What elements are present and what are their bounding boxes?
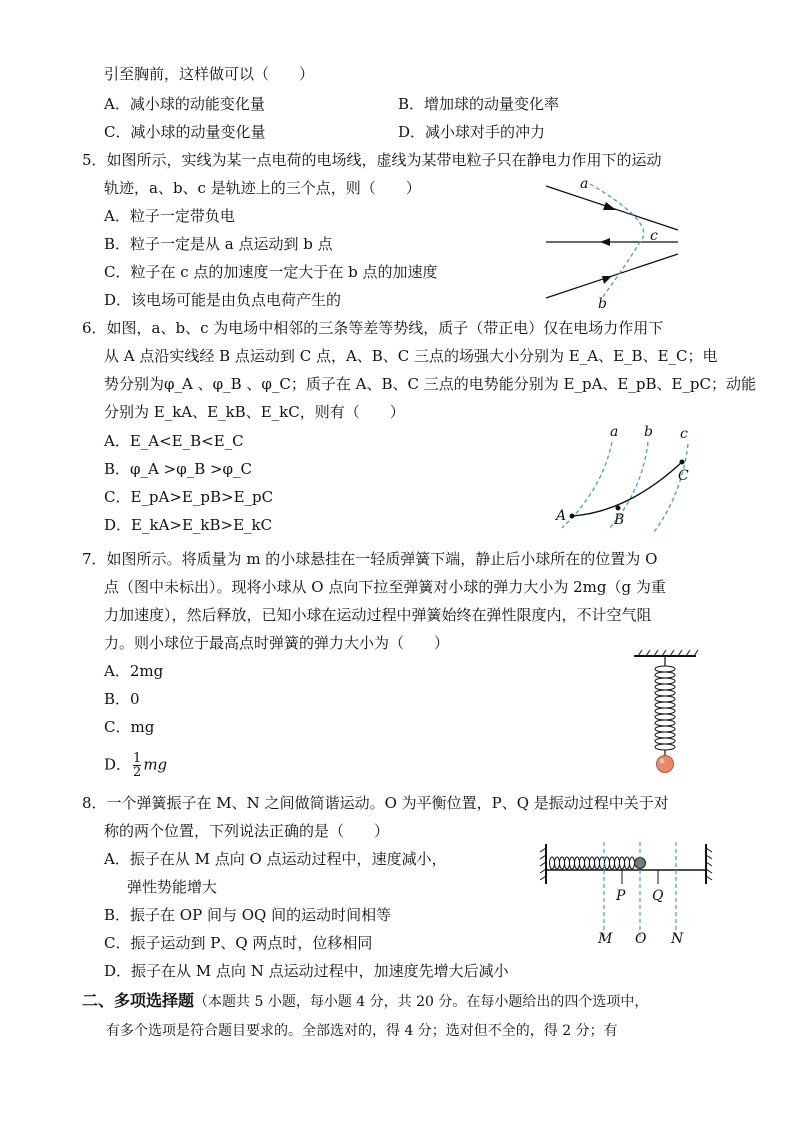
q6-stem-line4: 分别为 E_kA、E_kB、E_kC，则有（ ）: [104, 403, 405, 421]
section2-heading-line1: [82, 991, 648, 1012]
q4-option-b: B．增加球的动量变化率: [398, 95, 560, 113]
q8-label-N: N: [671, 931, 684, 947]
q7-option-d: [104, 752, 167, 779]
q5-option-a: A．粒子一定带负电: [104, 207, 235, 225]
q7-stem-line1: 7．如图所示。将质量为 m 的小球悬挂在一轻质弹簧下端，静止后小球所在的位置为 O: [82, 550, 658, 568]
q4-continuation: 引至胸前，这样做可以（ ）: [104, 65, 315, 83]
q6-stem-line1: 6．如图，a、b、c 为电场中相邻的三条等差等势线，质子（带正电）仅在电场力作用下: [82, 319, 664, 337]
q5-option-b: B．粒子一定是从 a 点运动到 b 点: [104, 235, 333, 253]
q7-fraction-numerator: 1: [133, 751, 142, 766]
section2-note-line1: （本题共 5 小题，每小题 4 分，共 20 分。在每小题给出的四个选项中，: [194, 994, 649, 1010]
q5-label-a: a: [580, 176, 589, 192]
q4-option-a: A．减小球的动能变化量: [104, 95, 265, 113]
q7-option-d-fraction: [133, 752, 141, 779]
q6-label-b: b: [644, 424, 653, 440]
q8-spring-oscillator-figure: [538, 838, 716, 948]
q8-option-d: D．振子在从 M 点向 N 点运动过程中，加速度先增大后减小: [104, 962, 509, 980]
q4-option-c: C．减小球的动量变化量: [104, 123, 266, 141]
q8-stem-line2: 称的两个位置，下列说法正确的是（ ）: [104, 822, 390, 840]
section2-note-line2: 有多个选项是符合题目要求的。全部选对的，得 4 分；选对但不全的，得 2 分；有: [106, 1023, 618, 1039]
q6-label-C: C: [678, 468, 689, 484]
q5-label-b: b: [598, 296, 607, 312]
q7-spring-ball-figure: [630, 648, 700, 776]
q5-stem-line1: 5．如图所示，实线为某一点电荷的电场线，虚线为某带电粒子只在静电力作用下的运动: [82, 151, 662, 169]
q6-label-B: B: [614, 512, 625, 528]
q6-option-b: B．φ_A >φ_B >φ_C: [104, 460, 253, 478]
q8-label-O: O: [635, 931, 647, 947]
section2-title: 二、多项选择题: [82, 991, 195, 1010]
q7-stem-line4: 力。则小球位于最高点时弹簧的弹力大小为（ ）: [104, 634, 450, 652]
q7-stem-line2: 点（图中未标出）。现将小球从 O 点向下拉至弹簧对小球的弹力大小为 2mg（g 为重: [104, 578, 666, 596]
q7-option-d-prefix: D．: [104, 755, 132, 774]
q5-option-c: C．粒子在 c 点的加速度一定大于在 b 点的加速度: [104, 263, 438, 281]
q6-label-A: A: [556, 508, 567, 524]
q5-label-c: c: [650, 228, 658, 244]
q7-stem-line3: 力加速度），然后释放，已知小球在运动过程中弹簧始终在弹性限度内，不计空气阻: [104, 606, 652, 624]
q7-option-a: A．2mg: [104, 662, 164, 680]
q6-equipotential-figure: [550, 420, 700, 532]
q8-label-P: P: [616, 888, 626, 904]
q7-option-b: B．0: [104, 690, 140, 708]
q8-label-Q: Q: [652, 888, 664, 904]
q4-option-d: D．减小球对手的冲力: [398, 123, 546, 141]
q5-option-d: D．该电场可能是由负点电荷产生的: [104, 291, 342, 309]
q8-label-M: M: [598, 931, 613, 947]
q6-stem-line2: 从 A 点沿实线经 B 点运动到 C 点，A、B、C 三点的场强大小分别为 E_A、E_B、E_C；电: [104, 347, 718, 365]
q7-fraction-denominator: 2: [133, 765, 142, 780]
q6-label-a: a: [610, 424, 619, 440]
q7-option-d-suffix: mg: [143, 755, 168, 774]
q8-option-b: B．振子在 OP 间与 OQ 间的运动时间相等: [104, 906, 392, 924]
q5-stem-line2: 轨迹，a、b、c 是轨迹上的三个点，则（ ）: [104, 179, 421, 197]
q8-option-a-line1: A．振子在从 M 点向 O 点运动过程中，速度减小，: [104, 850, 447, 868]
q6-stem-line3: 势分别为φ_A 、φ_B 、φ_C；质子在 A、B、C 三点的电势能分别为 E_pA、E_pB、E_pC；动能: [104, 375, 757, 393]
q6-option-a: A．E_A<E_B<E_C: [104, 432, 244, 450]
q6-option-d: D．E_kA>E_kB>E_kC: [104, 516, 273, 534]
q6-label-c: c: [680, 426, 688, 442]
q8-option-a-line2: 弹性势能增大: [127, 878, 218, 896]
q6-option-c: C．E_pA>E_pB>E_pC: [104, 488, 274, 506]
q5-electric-field-figure: [540, 172, 690, 312]
q8-stem-line1: 8．一个弹簧振子在 M、N 之间做简谐运动。O 为平衡位置，P、Q 是振动过程中关于对: [82, 794, 669, 812]
q7-option-c: C．mg: [104, 718, 155, 736]
q8-option-c: C．振子运动到 P、Q 两点时，位移相同: [104, 934, 373, 952]
